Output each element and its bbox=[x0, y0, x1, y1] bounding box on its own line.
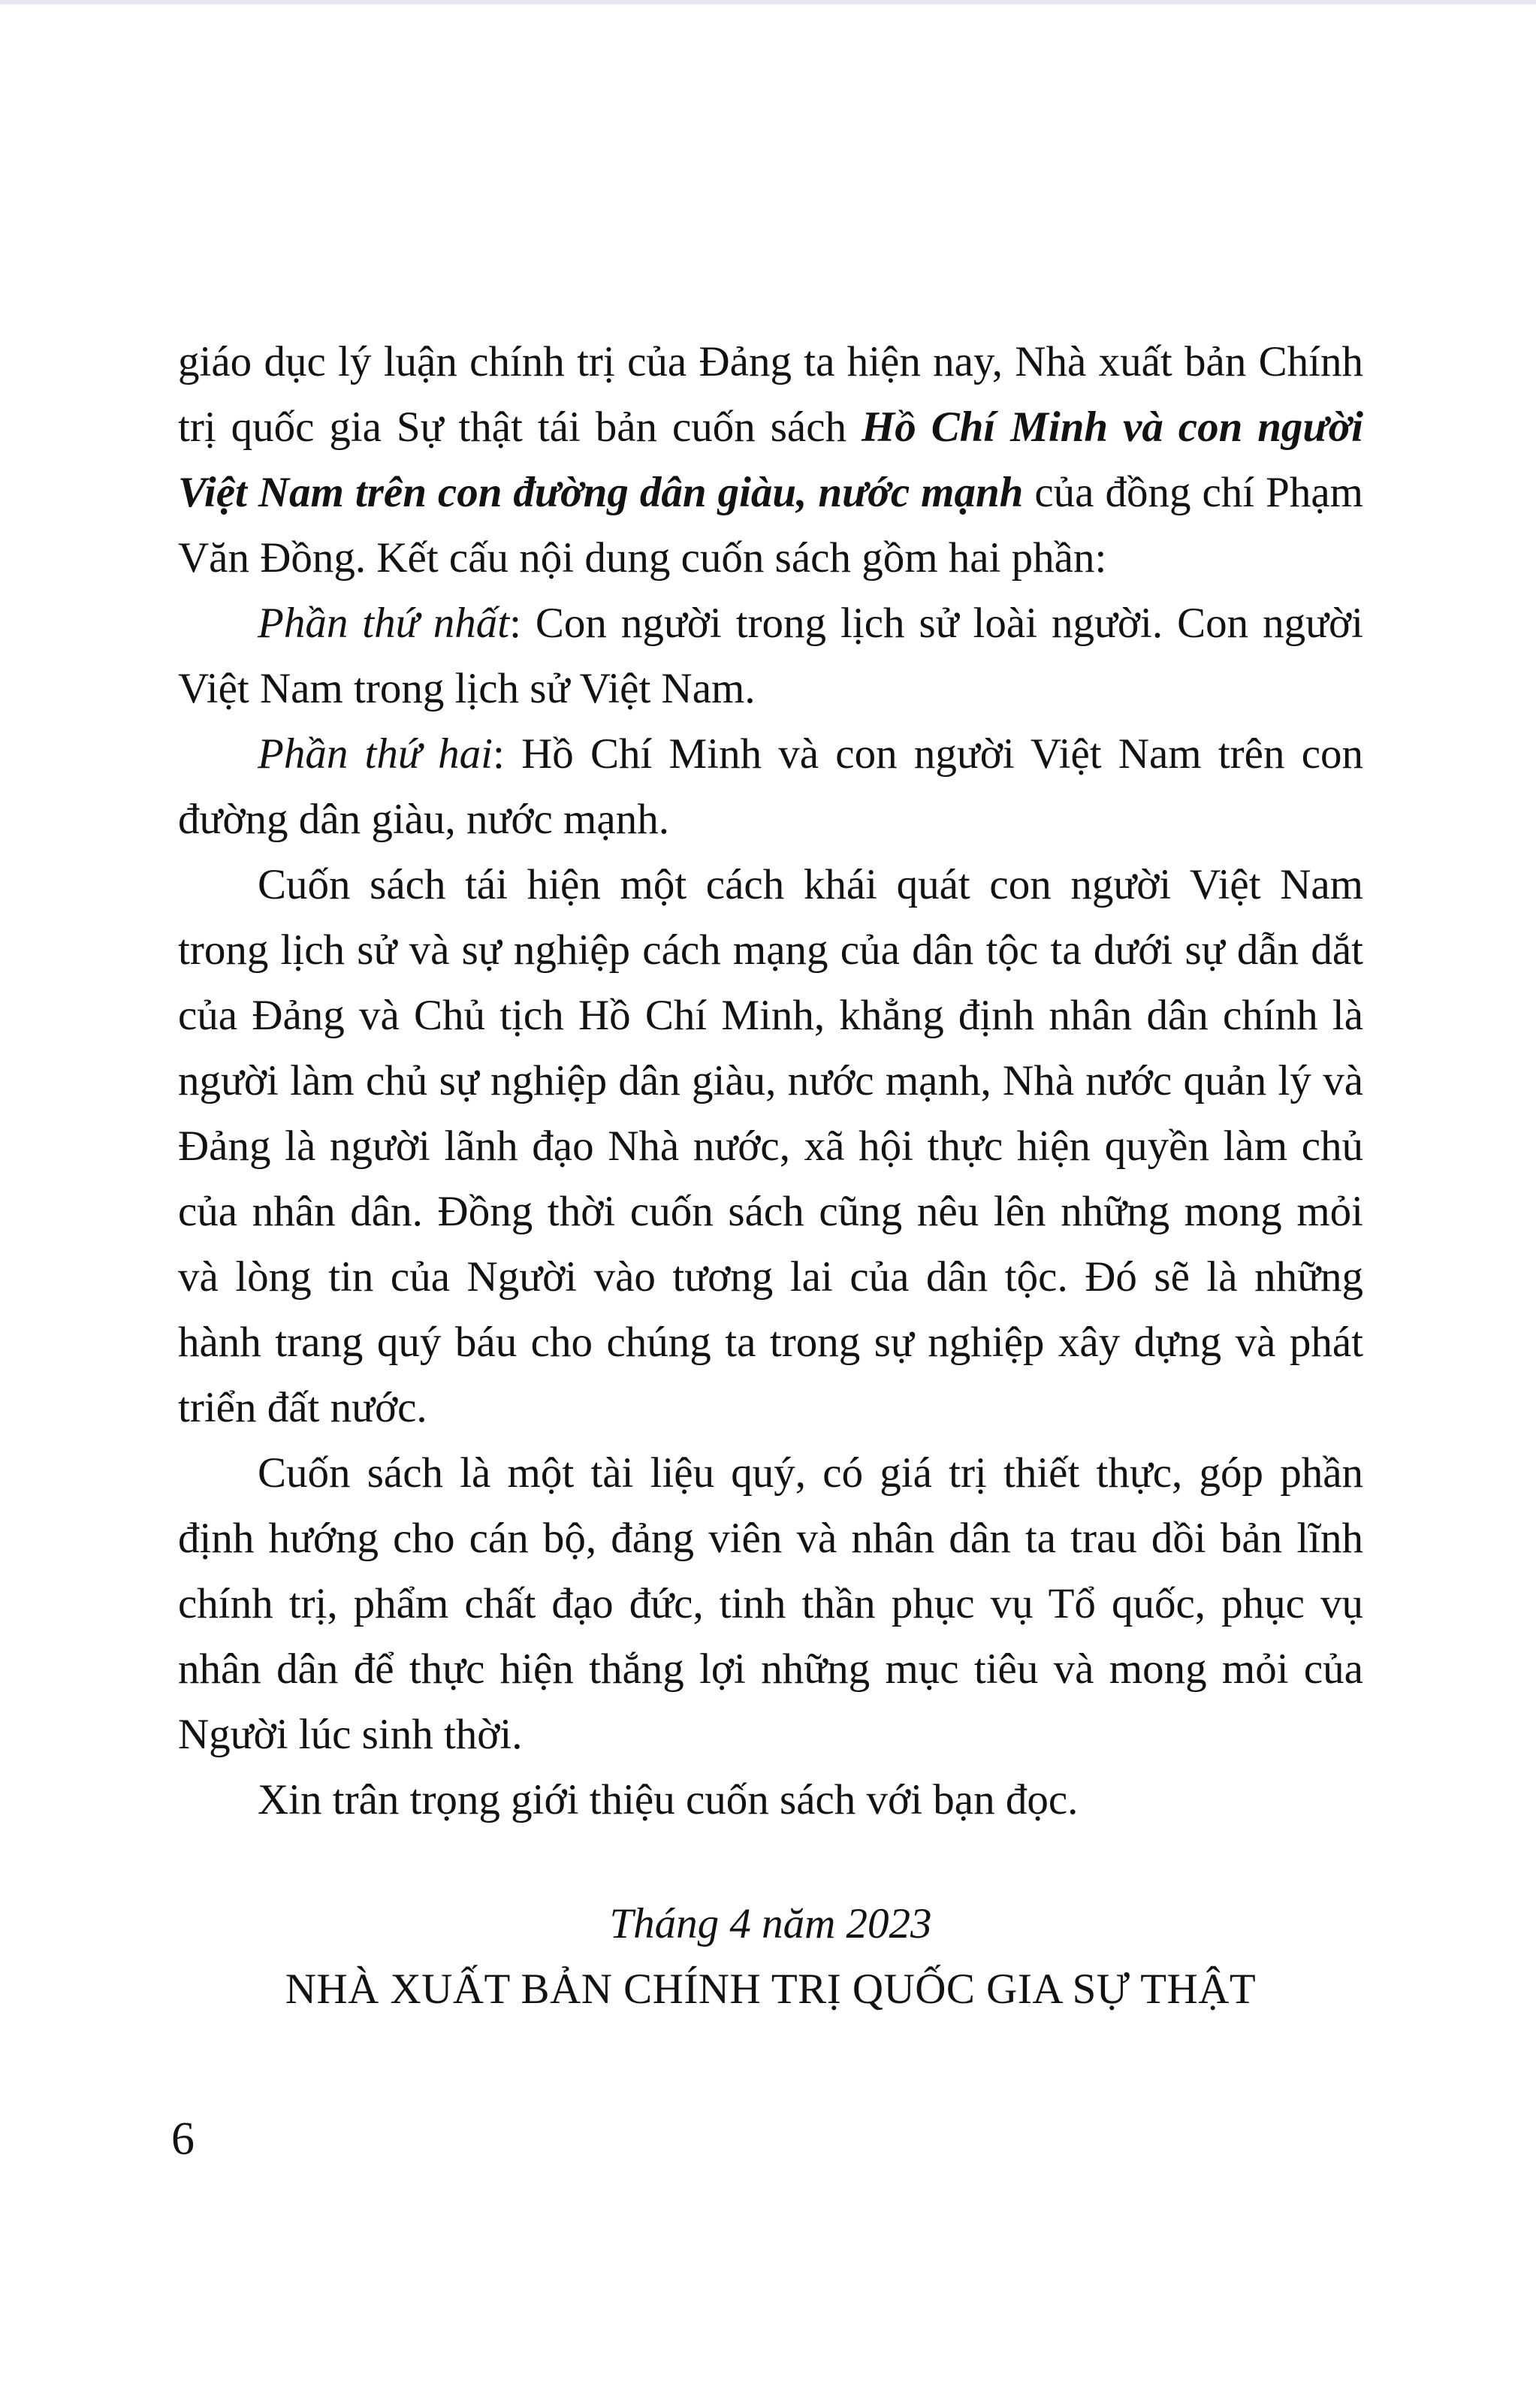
page-number: 6 bbox=[171, 2113, 195, 2165]
paragraph-closing bbox=[178, 1767, 1363, 1832]
paragraph-part-two bbox=[178, 721, 1363, 852]
paragraph-closing-text: Xin trân trọng giới thiệu cuốn sách với bạn đọc. bbox=[258, 1776, 1079, 1823]
paragraph-part-one bbox=[178, 591, 1363, 721]
paragraph-intro-text-1: giáo dục lý luận chính trị của Đảng ta hiện nay, Nhà xuất bản Chính trị quốc gia Sự thật tái bản cuốn sách bbox=[178, 338, 1363, 451]
signoff-date: Tháng 4 năm 2023 bbox=[609, 1900, 932, 1947]
book-title-emphasis: Hồ Chí Minh và con người Việt Nam trên con đường dân giàu, nước mạnh bbox=[178, 403, 1363, 516]
paragraph-summary bbox=[178, 852, 1363, 1440]
paragraph-intro bbox=[178, 329, 1363, 591]
signoff-publisher: NHÀ XUẤT BẢN CHÍNH TRỊ QUỐC GIA SỰ THẬT bbox=[285, 1965, 1257, 2013]
paragraph-value bbox=[178, 1440, 1363, 1767]
paragraph-value-text: Cuốn sách là một tài liệu quý, có giá trị thiết thực, góp phần định hướng cho cán bộ, đảng viên và nhân dân ta trau dồi bản lĩnh chính trị, phẩm chất đạo đức, tinh thần phục vụ Tổ quốc, phục vụ nhân dân để thực hiện thắng lợi những mục tiêu và mong mỏi của Người lúc sinh thời. bbox=[178, 1449, 1363, 1758]
part-two-label: Phần thứ hai bbox=[258, 730, 493, 778]
body-text-block bbox=[178, 329, 1363, 2022]
part-one-description: : Con người trong lịch sử loài người. Con người Việt Nam trong lịch sử Việt Nam. bbox=[178, 600, 1363, 712]
part-one-label: Phần thứ nhất bbox=[258, 600, 510, 647]
paragraph-intro-text-2: của đồng chí Phạm Văn Đồng. Kết cấu nội dung cuốn sách gồm hai phần: bbox=[178, 469, 1363, 582]
paragraph-summary-text: Cuốn sách tái hiện một cách khái quát con người Việt Nam trong lịch sử và sự nghiệp cách mạng của dân tộc ta dưới sự dẫn dắt của Đảng và Chủ tịch Hồ Chí Minh, khẳng định nhân dân chính là người làm chủ sự nghiệp dân giàu, nước mạnh, Nhà nước quản lý và Đảng là người lãnh đạo Nhà nước, xã hội thực hiện quyền làm chủ của nhân dân. Đồng thời cuốn sách cũng nêu lên những mong mỏi và lòng tin của Người vào tương lai của dân tộc. Đó sẽ là những hành trang quý báu cho chúng ta trong sự nghiệp xây dựng và phát triển đất nước. bbox=[178, 861, 1363, 1431]
scan-edge-artifact bbox=[0, 0, 1536, 5]
signoff-block bbox=[178, 1891, 1363, 2022]
part-two-description: : Hồ Chí Minh và con người Việt Nam trên con đường dân giàu, nước mạnh. bbox=[178, 730, 1363, 843]
